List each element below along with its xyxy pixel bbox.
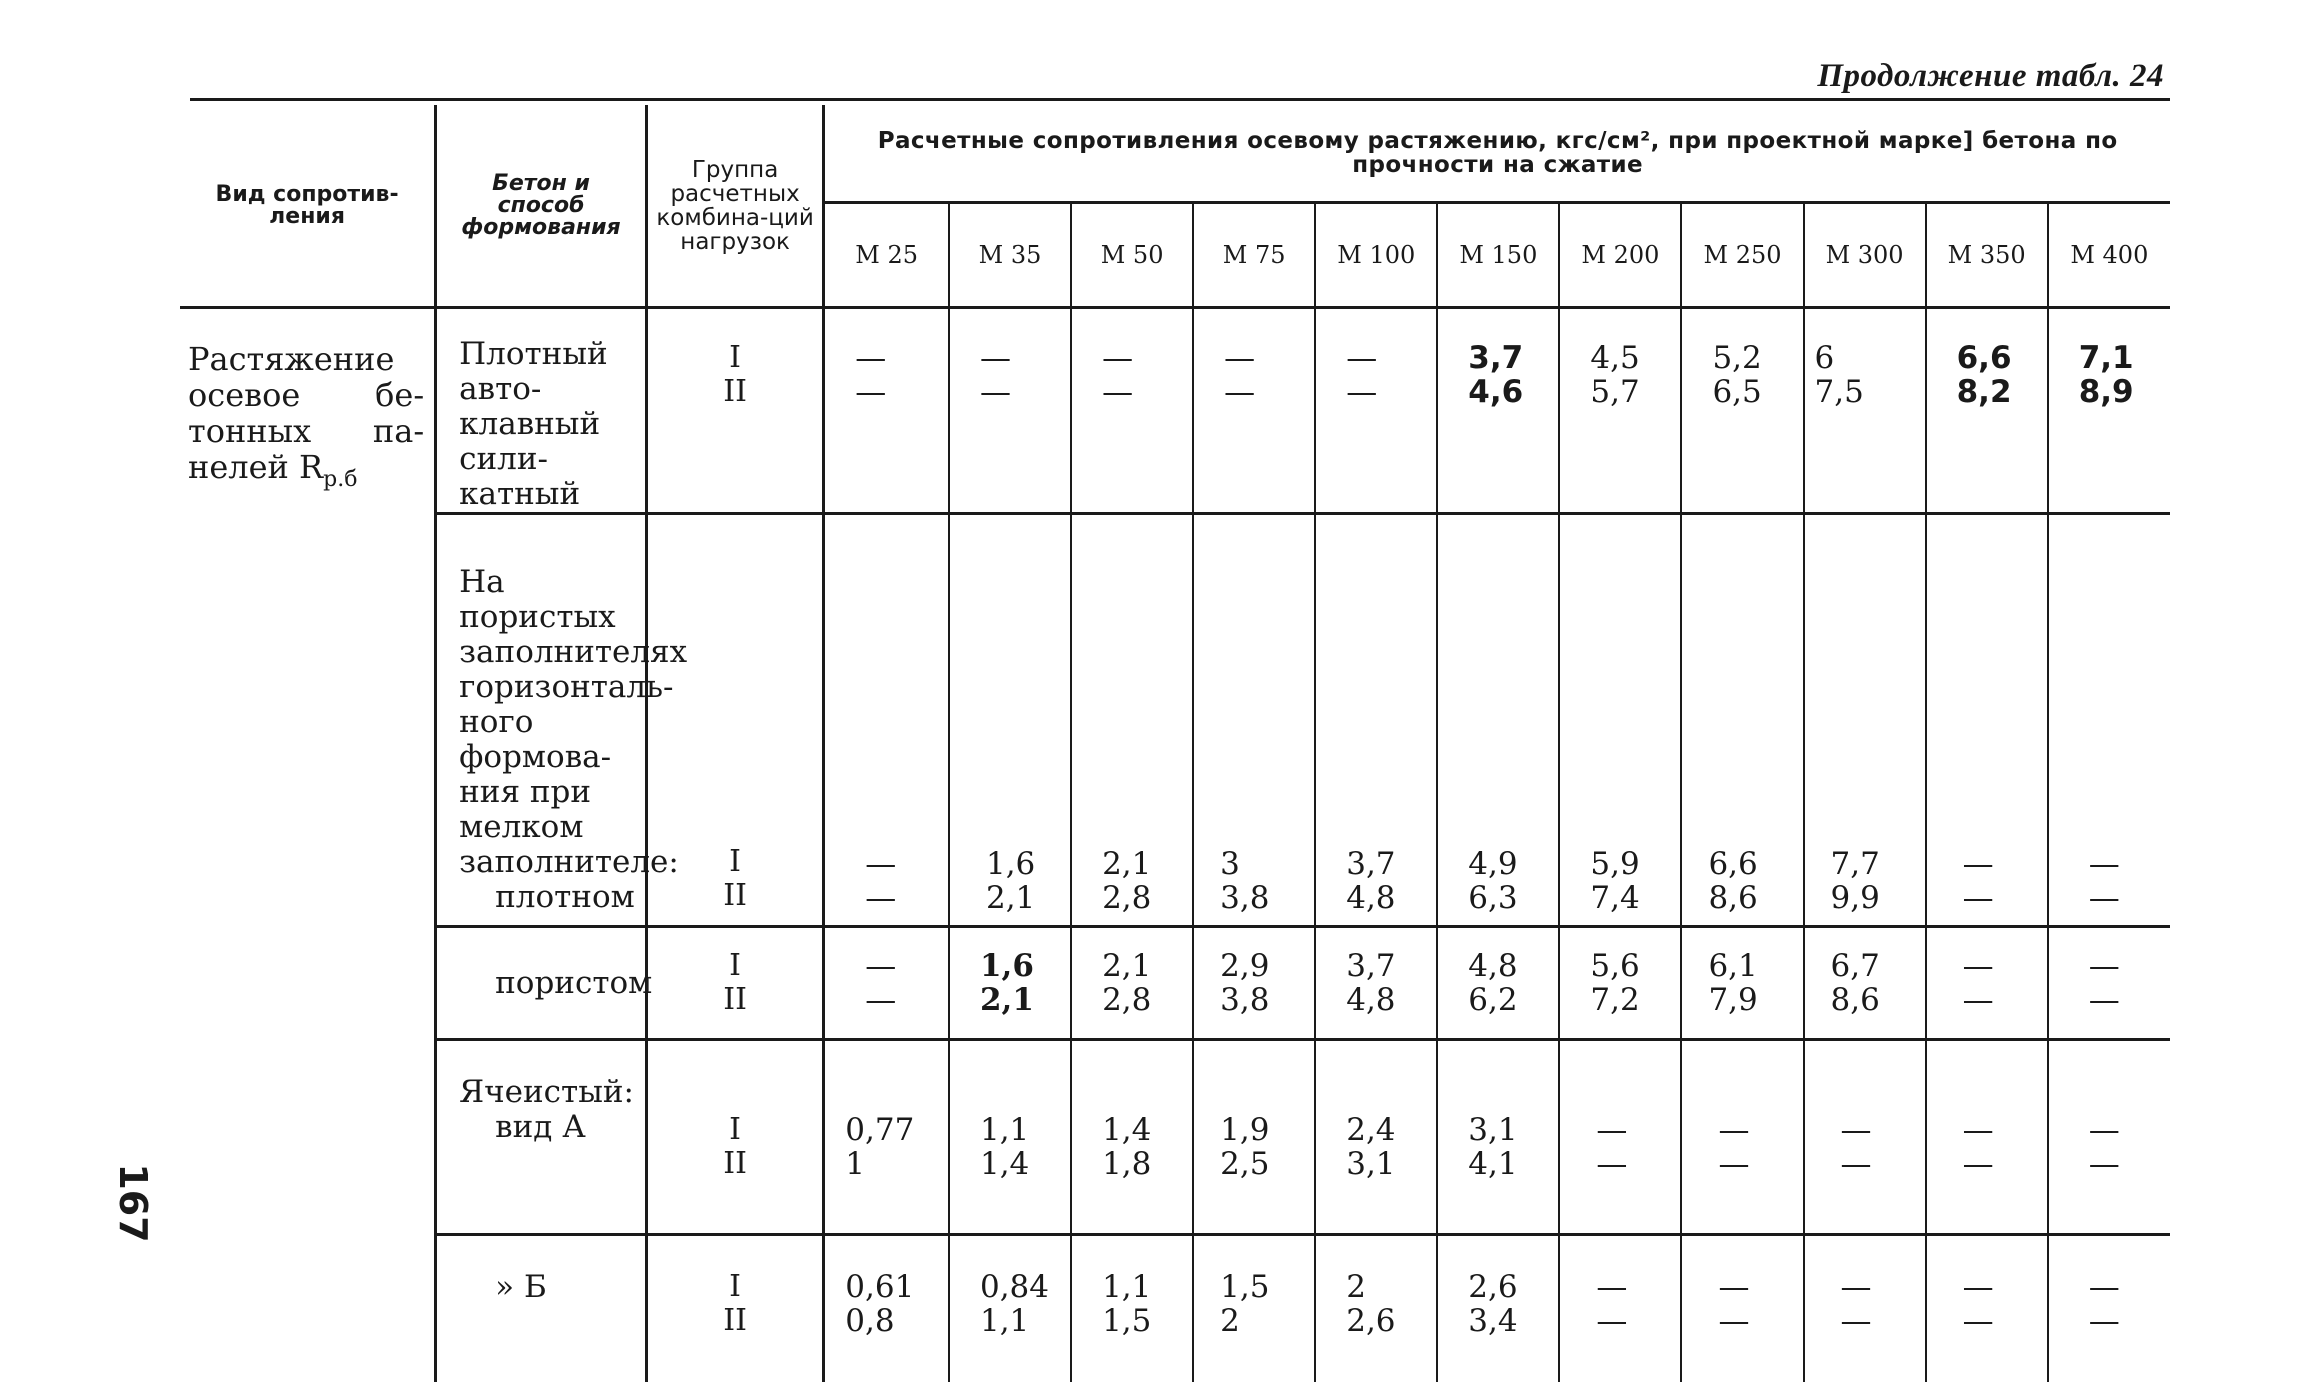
value-cell: 5,2 6,5 bbox=[1681, 308, 1803, 514]
value-cell: — — bbox=[2048, 514, 2170, 927]
value-cell: — — bbox=[1926, 1235, 2048, 1382]
header-resistance-type: Вид сопротив-ления bbox=[180, 105, 436, 308]
value-cell: 1,1 1,5 bbox=[1071, 1235, 1193, 1382]
group-cell: I II bbox=[646, 308, 823, 514]
value-cell: — — bbox=[1926, 514, 2048, 927]
value-cell: 4,8 6,2 bbox=[1437, 927, 1559, 1040]
header-concrete-method bbox=[436, 105, 647, 308]
value-cell: 7,7 9,9 bbox=[1804, 514, 1926, 927]
value-cell: — — bbox=[1559, 1040, 1681, 1235]
value-cell: 6,6 8,2 bbox=[1926, 308, 2048, 514]
value-cell: 2,1 2,8 bbox=[1071, 927, 1193, 1040]
value-cell: — — bbox=[1926, 927, 2048, 1040]
value-cell: 0,77 1 bbox=[824, 1040, 949, 1235]
header-mark-m400: М 400 bbox=[2048, 203, 2170, 308]
group-cell: I II bbox=[646, 1040, 823, 1235]
header-design-resistance: Расчетные сопротивления осевому растяжению, кгс/см², при проектной марке] бетона по прочности на сжатие bbox=[824, 105, 2170, 203]
header-mark-m350: М 350 bbox=[1926, 203, 2048, 308]
concrete-subtext: плотном bbox=[459, 880, 635, 915]
value-cell: — — bbox=[1193, 308, 1315, 514]
value-cell: — — bbox=[1071, 308, 1193, 514]
table-row bbox=[180, 927, 2170, 1040]
value-cell: 6,7 8,6 bbox=[1804, 927, 1926, 1040]
concrete-subtext: вид А bbox=[459, 1110, 586, 1145]
value-cell: 6,6 8,6 bbox=[1681, 514, 1803, 927]
header-mark-m25: М 25 bbox=[824, 203, 949, 308]
value-cell: — — bbox=[2048, 927, 2170, 1040]
resistance-type-label: Растяжение осевое бе-тонных па-нелей R bbox=[188, 340, 424, 486]
table-row bbox=[180, 514, 2170, 927]
table-continuation-caption: Продолжение табл. 24 bbox=[1817, 58, 2164, 95]
header-load-group: Группа расчетных комбина-ций нагрузок bbox=[646, 105, 823, 308]
value-cell: 1,4 1,8 bbox=[1071, 1040, 1193, 1235]
header-mark-m50: М 50 bbox=[1071, 203, 1193, 308]
top-rule bbox=[190, 98, 2170, 101]
value-cell: 1,1 1,4 bbox=[949, 1040, 1071, 1235]
value-cell: 1,6 2,1 bbox=[949, 927, 1071, 1040]
concrete-cell: Плотный авто-клавный сили-катный bbox=[436, 308, 647, 514]
value-cell: — — bbox=[1559, 1235, 1681, 1382]
value-cell: 3,7 4,8 bbox=[1315, 514, 1437, 927]
value-cell: — — bbox=[1804, 1235, 1926, 1382]
value-cell: 6,1 7,9 bbox=[1681, 927, 1803, 1040]
header-mark-m35: М 35 bbox=[949, 203, 1071, 308]
value-cell: — — bbox=[824, 514, 949, 927]
value-cell: — — bbox=[1804, 1040, 1926, 1235]
value-cell: 2,9 3,8 bbox=[1193, 927, 1315, 1040]
table-row bbox=[180, 1040, 2170, 1235]
value-cell: — — bbox=[824, 927, 949, 1040]
value-cell: — — bbox=[1926, 1040, 2048, 1235]
concrete-text: » Б bbox=[459, 1270, 547, 1305]
header-mark-m250: М 250 bbox=[1681, 203, 1803, 308]
value-cell: 3 3,8 bbox=[1193, 514, 1315, 927]
value-cell: 0,84 1,1 bbox=[949, 1235, 1071, 1382]
value-cell: 1,9 2,5 bbox=[1193, 1040, 1315, 1235]
value-cell: — — bbox=[949, 308, 1071, 514]
header-mark-m150: М 150 bbox=[1437, 203, 1559, 308]
value-cell: 2 2,6 bbox=[1315, 1235, 1437, 1382]
group-cell: I II bbox=[646, 1235, 823, 1382]
concrete-cell bbox=[436, 1235, 647, 1382]
value-cell: 3,1 4,1 bbox=[1437, 1040, 1559, 1235]
value-cell: 5,6 7,2 bbox=[1559, 927, 1681, 1040]
value-cell: 4,5 5,7 bbox=[1559, 308, 1681, 514]
value-cell: 3,7 4,6 bbox=[1437, 308, 1559, 514]
value-cell: — — bbox=[1681, 1235, 1803, 1382]
table-row bbox=[180, 308, 2170, 514]
value-cell: 7,1 8,9 bbox=[2048, 308, 2170, 514]
value-cell: 6 7,5 bbox=[1804, 308, 1926, 514]
value-cell: 2,6 3,4 bbox=[1437, 1235, 1559, 1382]
value-cell: 4,9 6,3 bbox=[1437, 514, 1559, 927]
table-row bbox=[180, 1235, 2170, 1382]
header-mark-m300: М 300 bbox=[1804, 203, 1926, 308]
header-mark-m75: М 75 bbox=[1193, 203, 1315, 308]
value-cell: — — bbox=[2048, 1235, 2170, 1382]
concrete-cell bbox=[436, 514, 647, 927]
value-cell: — — bbox=[1681, 1040, 1803, 1235]
concrete-cell bbox=[436, 1040, 647, 1235]
value-cell: 2,4 3,1 bbox=[1315, 1040, 1437, 1235]
value-cell: 1,6 2,1 bbox=[949, 514, 1071, 927]
group-cell: I II bbox=[646, 514, 823, 927]
concrete-text: Ячеистый: bbox=[459, 1074, 634, 1110]
value-cell: — — bbox=[824, 308, 949, 514]
value-cell: 2,1 2,8 bbox=[1071, 514, 1193, 927]
header-mark-m200: М 200 bbox=[1559, 203, 1681, 308]
concrete-text: На пористых заполнителях горизонталь-ного формова-ния при мелком заполнителе: bbox=[459, 564, 687, 880]
resistance-type-cell bbox=[180, 308, 436, 1382]
value-cell: — — bbox=[2048, 1040, 2170, 1235]
page-number: 167 bbox=[98, 1168, 168, 1238]
resistance-table bbox=[180, 105, 2170, 1382]
value-cell: 1,5 2 bbox=[1193, 1235, 1315, 1382]
concrete-cell bbox=[436, 927, 647, 1040]
resistance-type-subscript: р.б bbox=[323, 467, 357, 492]
group-cell: I II bbox=[646, 927, 823, 1040]
value-cell: 3,7 4,8 bbox=[1315, 927, 1437, 1040]
header-mark-m100: М 100 bbox=[1315, 203, 1437, 308]
value-cell: 5,9 7,4 bbox=[1559, 514, 1681, 927]
header-concrete-method-text: Бетон и способ формования bbox=[461, 171, 620, 240]
value-cell: 0,61 0,8 bbox=[824, 1235, 949, 1382]
concrete-text: пористом bbox=[459, 966, 652, 1001]
value-cell: — — bbox=[1315, 308, 1437, 514]
